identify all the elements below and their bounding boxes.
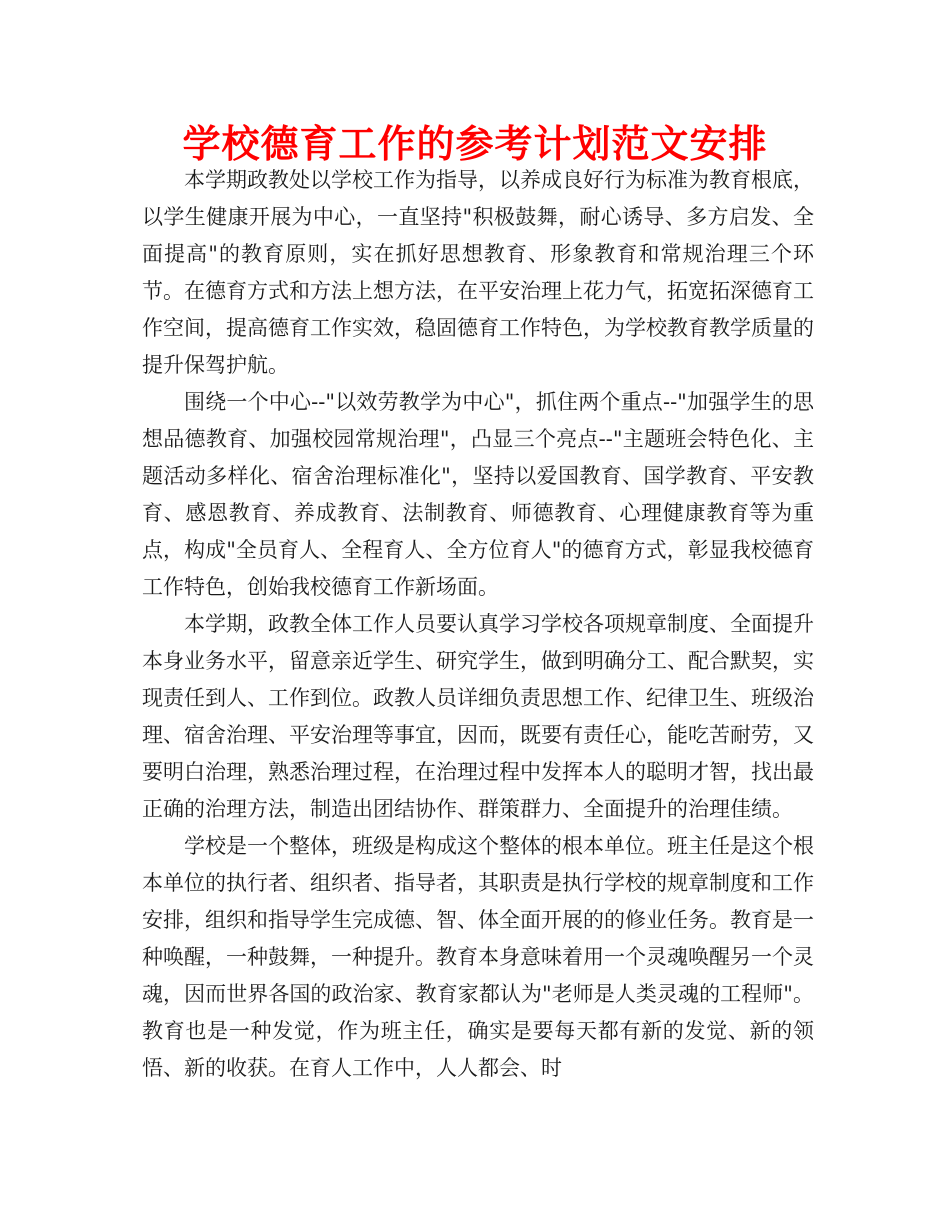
document-title: 学校德育工作的参考计划范文安排 xyxy=(182,122,768,166)
document-body xyxy=(142,162,814,1087)
paragraph-3: 本学期，政教全体工作人员要认真学习学校各项规章制度、全面提升本身业务水平，留意亲近学生、研究学生，做到明确分工、配合默契，实现责任到人、工作到位。政教人员详细负责思想工作、纪律卫生、班级治理、宿舍治理、平安治理等事宜，因而，既要有责任心，能吃苦耐劳，又要明白治理，熟悉治理过程，在治理过程中发挥本人的聪明才智，找出最正确的治理方法，制造出团结协作、群策群力、全面提升的治理佳绩。 xyxy=(142,612,814,821)
paragraph-2: 围绕一个中心--"以效劳教学为中心"，抓住两个重点--"加强学生的思想品德教育、加强校园常规治理"，凸显三个亮点--"主题班会特色化、主题活动多样化、宿舍治理标准化"，坚持以爱国教育、国学教育、平安教育、感恩教育、养成教育、法制教育、师德教育、心理健康教育等为重点，构成"全员育人、全程育人、全方位育人"的德育方式，彰显我校德育工作特色，创始我校德育工作新场面。 xyxy=(142,390,814,599)
paragraph-1: 本学期政教处以学校工作为指导，以养成良好行为标准为教育根底，以学生健康开展为中心，一直坚持"积极鼓舞，耐心诱导、多方启发、全面提高"的教育原则，实在抓好思想教育、形象教育和常规治理三个环节。在德育方式和方法上想方法，在平安治理上花力气，拓宽拓深德育工作空间，提高德育工作实效，稳固德育工作特色，为学校教育教学质量的提升保驾护航。 xyxy=(142,168,814,377)
paragraph-4: 学校是一个整体，班级是构成这个整体的根本单位。班主任是这个根本单位的执行者、组织者、指导者，其职责是执行学校的规章制度和工作安排，组织和指导学生完成德、智、体全面开展的的修业任务。教育是一种唤醒，一种鼓舞，一种提升。教育本身意味着用一个灵魂唤醒另一个灵魂，因而世界各国的政治家、教育家都认为"老师是人类灵魂的工程师"。教育也是一种发觉，作为班主任，确实是要每天都有新的发觉、新的领悟、新的收获。在育人工作中，人人都会、时 xyxy=(142,834,814,1080)
